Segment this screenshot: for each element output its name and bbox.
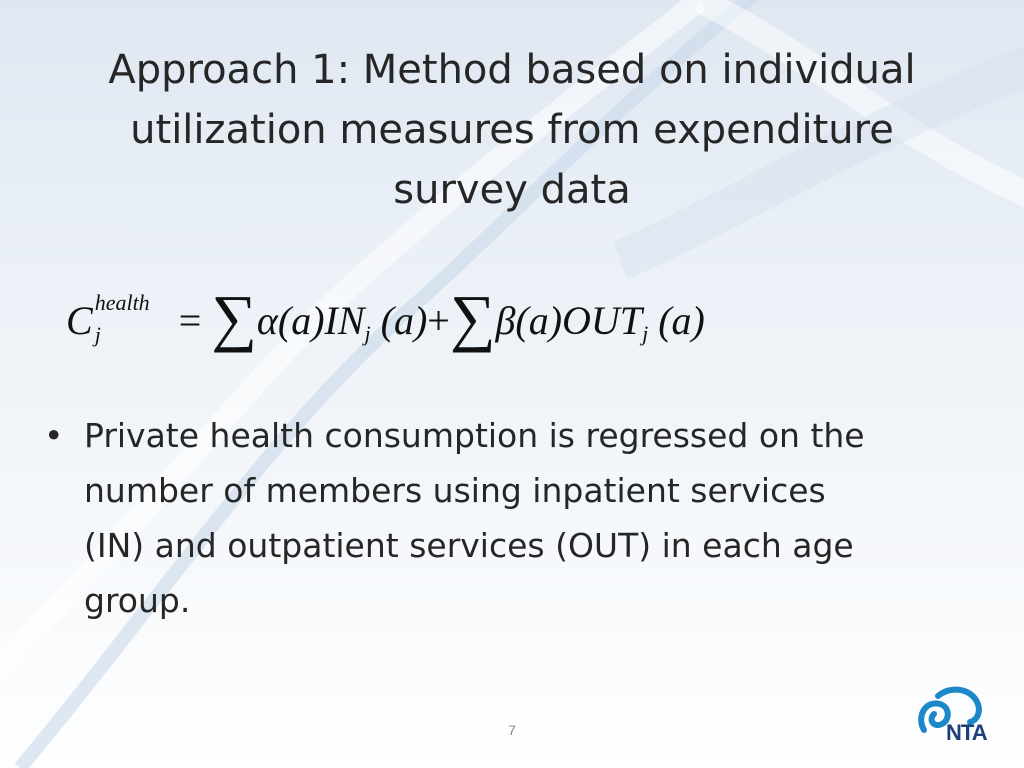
health-consumption-formula [66, 282, 976, 368]
formula-out-arg: (a) [658, 297, 705, 343]
formula-lhs-symbol: C [66, 297, 93, 343]
formula-lhs-subscript: j [94, 322, 101, 347]
bullet-line-1: Private health consumption is regressed on the [84, 416, 865, 455]
formula-in: IN [324, 297, 365, 343]
bullet-text [84, 408, 984, 628]
nta-logo-text: NTA [946, 720, 987, 745]
bullet-line-3: (IN) and outpatient services (OUT) in each age [84, 526, 854, 565]
page-number: 7 [508, 722, 516, 738]
bullet-line-4: group. [84, 581, 191, 620]
formula-equals: = [178, 297, 202, 343]
formula-alpha: α [256, 297, 278, 343]
formula-in-subscript: j [364, 321, 371, 346]
title-line-2: utilization measures from expenditure [130, 107, 894, 153]
formula-lhs-superscript: health [94, 290, 150, 315]
formula-sum-2: ∑ [449, 282, 496, 353]
formula-beta: β [495, 297, 516, 343]
formula-sum-1: ∑ [211, 282, 257, 353]
formula-plus: + [427, 297, 450, 343]
bullet-marker: • [44, 416, 64, 455]
formula-out: OUT [562, 297, 643, 343]
title-line-1: Approach 1: Method based on individual [108, 47, 916, 93]
title-line-3: survey data [393, 167, 631, 213]
slide-title [60, 40, 964, 220]
formula-alpha-arg: (a) [277, 297, 325, 343]
formula-lhs-scripts [93, 290, 169, 350]
formula-in-arg: (a) [380, 297, 428, 343]
formula-out-subscript: j [642, 321, 649, 346]
formula-beta-arg: (a) [515, 297, 563, 343]
bullet-line-2: number of members using inpatient services [84, 471, 826, 510]
